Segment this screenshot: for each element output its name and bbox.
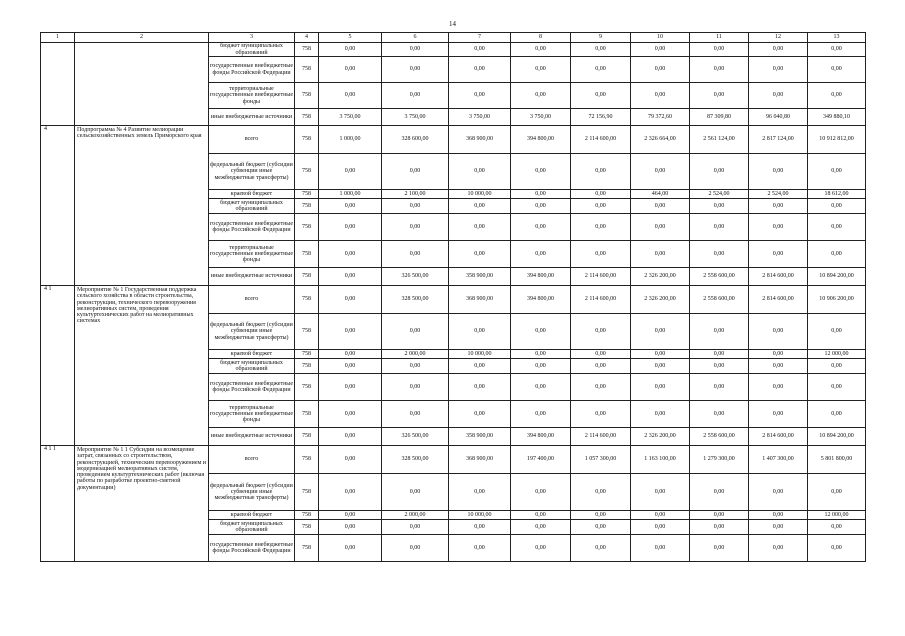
value-cell: 758 xyxy=(295,199,319,214)
value-cell: 0,00 xyxy=(319,43,382,57)
value-cell: 758 xyxy=(295,511,319,520)
funding-source: краевой бюджет xyxy=(209,511,295,520)
value-cell: 758 xyxy=(295,43,319,57)
value-cell: 349 880,10 xyxy=(808,109,866,126)
value-cell: 0,00 xyxy=(690,350,749,359)
value-cell: 0,00 xyxy=(511,350,571,359)
value-cell: 0,00 xyxy=(631,359,690,374)
value-cell: 0,00 xyxy=(631,520,690,535)
value-cell: 758 xyxy=(295,286,319,314)
value-cell: 758 xyxy=(295,359,319,374)
value-cell: 0,00 xyxy=(382,199,449,214)
value-cell: 758 xyxy=(295,57,319,83)
value-cell: 326 500,00 xyxy=(382,428,449,446)
value-cell: 0,00 xyxy=(449,57,511,83)
value-cell: 0,00 xyxy=(319,446,382,474)
funding-source: территориальные государственные внебюджетные фонды xyxy=(209,83,295,109)
value-cell: 0,00 xyxy=(319,154,382,190)
value-cell: 0,00 xyxy=(631,57,690,83)
funding-source: государственные внебюджетные фонды Российской Федерации xyxy=(209,374,295,401)
value-cell: 0,00 xyxy=(511,241,571,268)
value-cell: 328 500,00 xyxy=(382,286,449,314)
value-cell: 10 906 200,00 xyxy=(808,286,866,314)
funding-source: государственные внебюджетные фонды Российской Федерации xyxy=(209,57,295,83)
value-cell: 328 500,00 xyxy=(382,446,449,474)
value-cell: 0,00 xyxy=(319,511,382,520)
value-cell: 12 000,00 xyxy=(808,350,866,359)
program-name xyxy=(75,43,209,126)
value-cell: 0,00 xyxy=(449,314,511,350)
funding-source: государственные внебюджетные фонды Российской Федерации xyxy=(209,535,295,562)
value-cell: 0,00 xyxy=(690,154,749,190)
value-cell: 18 612,00 xyxy=(808,190,866,199)
value-cell: 394 800,00 xyxy=(511,286,571,314)
table-row xyxy=(41,446,866,474)
value-cell: 0,00 xyxy=(511,43,571,57)
value-cell: 3 750,00 xyxy=(319,109,382,126)
value-cell: 2 114 600,00 xyxy=(571,268,631,286)
table-row xyxy=(41,43,866,57)
value-cell: 0,00 xyxy=(319,214,382,241)
value-cell: 394 800,00 xyxy=(511,268,571,286)
column-header: 1 xyxy=(41,33,75,43)
column-header: 11 xyxy=(690,33,749,43)
value-cell: 0,00 xyxy=(631,474,690,511)
value-cell: 758 xyxy=(295,109,319,126)
value-cell: 10 894 200,00 xyxy=(808,268,866,286)
program-name: Мероприятие № 1 1 Субсидии на возмещение затрат, связанных со строительством, реконструкцией, техническим перевооружением и модернизацией мелиоративных систем, проведением культуртехнических работ (включая работы по разработке проектно-сметной документации) xyxy=(75,446,209,562)
value-cell: 758 xyxy=(295,214,319,241)
program-name: Мероприятие № 1 Государственная поддержка сельского хозяйства в области строительства, реконструкции, технического перевооружения мелиоративных систем, проведения культуртехнических работ на мелиоративных системах xyxy=(75,286,209,446)
column-header: 13 xyxy=(808,33,866,43)
value-cell: 0,00 xyxy=(749,57,808,83)
value-cell: 0,00 xyxy=(449,374,511,401)
value-cell: 0,00 xyxy=(511,214,571,241)
value-cell: 10 912 812,00 xyxy=(808,126,866,154)
value-cell: 0,00 xyxy=(808,57,866,83)
value-cell: 0,00 xyxy=(449,241,511,268)
value-cell: 758 xyxy=(295,428,319,446)
value-cell: 10 000,00 xyxy=(449,350,511,359)
value-cell: 0,00 xyxy=(690,83,749,109)
value-cell: 394 800,00 xyxy=(511,428,571,446)
value-cell: 2 100,00 xyxy=(382,190,449,199)
header-row xyxy=(41,33,866,43)
value-cell: 0,00 xyxy=(319,314,382,350)
value-cell: 0,00 xyxy=(808,241,866,268)
value-cell: 0,00 xyxy=(319,474,382,511)
value-cell: 758 xyxy=(295,314,319,350)
column-header: 8 xyxy=(511,33,571,43)
value-cell: 0,00 xyxy=(511,359,571,374)
value-cell: 72 156,90 xyxy=(571,109,631,126)
row-code: 4 1 xyxy=(41,286,75,446)
value-cell: 0,00 xyxy=(631,350,690,359)
value-cell: 0,00 xyxy=(382,241,449,268)
value-cell: 79 372,60 xyxy=(631,109,690,126)
value-cell: 3 750,00 xyxy=(382,109,449,126)
value-cell: 368 900,00 xyxy=(449,286,511,314)
value-cell: 0,00 xyxy=(631,154,690,190)
value-cell: 10 000,00 xyxy=(449,190,511,199)
value-cell: 0,00 xyxy=(571,535,631,562)
value-cell: 394 800,00 xyxy=(511,126,571,154)
column-header: 3 xyxy=(209,33,295,43)
row-code: 4 xyxy=(41,126,75,286)
value-cell: 0,00 xyxy=(749,241,808,268)
value-cell: 0,00 xyxy=(319,350,382,359)
value-cell: 0,00 xyxy=(571,190,631,199)
value-cell: 0,00 xyxy=(808,43,866,57)
value-cell: 0,00 xyxy=(631,535,690,562)
value-cell: 2 326 200,00 xyxy=(631,286,690,314)
value-cell: 0,00 xyxy=(749,83,808,109)
value-cell: 0,00 xyxy=(749,43,808,57)
value-cell: 0,00 xyxy=(571,401,631,428)
value-cell: 0,00 xyxy=(449,535,511,562)
value-cell: 2 558 600,00 xyxy=(690,268,749,286)
value-cell: 2 814 600,00 xyxy=(749,286,808,314)
value-cell: 0,00 xyxy=(749,520,808,535)
value-cell: 0,00 xyxy=(690,199,749,214)
value-cell: 0,00 xyxy=(631,511,690,520)
column-header: 12 xyxy=(749,33,808,43)
value-cell: 3 750,00 xyxy=(449,109,511,126)
funding-source: иные внебюджетные источники xyxy=(209,109,295,126)
value-cell: 0,00 xyxy=(382,43,449,57)
value-cell: 2 558 600,00 xyxy=(690,286,749,314)
value-cell: 0,00 xyxy=(449,199,511,214)
value-cell: 0,00 xyxy=(449,359,511,374)
funding-source: территориальные государственные внебюджетные фонды xyxy=(209,401,295,428)
value-cell: 0,00 xyxy=(511,401,571,428)
value-cell: 0,00 xyxy=(749,154,808,190)
value-cell: 0,00 xyxy=(382,374,449,401)
value-cell: 2 326 664,00 xyxy=(631,126,690,154)
value-cell: 0,00 xyxy=(319,286,382,314)
value-cell: 0,00 xyxy=(571,314,631,350)
value-cell: 2 000,00 xyxy=(382,350,449,359)
value-cell: 0,00 xyxy=(690,401,749,428)
funding-source: территориальные государственные внебюджетные фонды xyxy=(209,241,295,268)
funding-source: всего xyxy=(209,286,295,314)
funding-source: краевой бюджет xyxy=(209,190,295,199)
value-cell: 328 600,00 xyxy=(382,126,449,154)
value-cell: 2 814 600,00 xyxy=(749,428,808,446)
value-cell: 0,00 xyxy=(511,511,571,520)
value-cell: 758 xyxy=(295,401,319,428)
value-cell: 758 xyxy=(295,268,319,286)
value-cell: 0,00 xyxy=(808,401,866,428)
value-cell: 87 309,80 xyxy=(690,109,749,126)
page-number: 14 xyxy=(449,20,456,28)
funding-source: бюджет муниципальных образований xyxy=(209,520,295,535)
value-cell: 0,00 xyxy=(511,83,571,109)
funding-source: иные внебюджетные источники xyxy=(209,428,295,446)
value-cell: 0,00 xyxy=(631,214,690,241)
value-cell: 0,00 xyxy=(319,83,382,109)
value-cell: 758 xyxy=(295,83,319,109)
value-cell: 96 040,80 xyxy=(749,109,808,126)
value-cell: 758 xyxy=(295,241,319,268)
funding-source: иные внебюджетные источники xyxy=(209,268,295,286)
value-cell: 0,00 xyxy=(382,535,449,562)
value-cell: 0,00 xyxy=(571,374,631,401)
value-cell: 0,00 xyxy=(511,57,571,83)
value-cell: 0,00 xyxy=(449,520,511,535)
value-cell: 0,00 xyxy=(631,199,690,214)
value-cell: 0,00 xyxy=(449,154,511,190)
value-cell: 0,00 xyxy=(571,57,631,83)
value-cell: 0,00 xyxy=(808,154,866,190)
funding-source: государственные внебюджетные фонды Российской Федерации xyxy=(209,214,295,241)
value-cell: 0,00 xyxy=(690,520,749,535)
value-cell: 0,00 xyxy=(631,83,690,109)
value-cell: 1 407 300,00 xyxy=(749,446,808,474)
value-cell: 758 xyxy=(295,520,319,535)
value-cell: 0,00 xyxy=(631,374,690,401)
value-cell: 0,00 xyxy=(511,535,571,562)
value-cell: 2 524,00 xyxy=(690,190,749,199)
value-cell: 0,00 xyxy=(690,57,749,83)
value-cell: 0,00 xyxy=(319,520,382,535)
value-cell: 0,00 xyxy=(749,214,808,241)
value-cell: 0,00 xyxy=(382,154,449,190)
value-cell: 3 750,00 xyxy=(511,109,571,126)
value-cell: 2 000,00 xyxy=(382,511,449,520)
value-cell: 2 524,00 xyxy=(749,190,808,199)
value-cell: 0,00 xyxy=(749,511,808,520)
value-cell: 0,00 xyxy=(571,350,631,359)
value-cell: 0,00 xyxy=(808,374,866,401)
value-cell: 0,00 xyxy=(511,520,571,535)
value-cell: 0,00 xyxy=(749,474,808,511)
value-cell: 0,00 xyxy=(571,214,631,241)
value-cell: 758 xyxy=(295,474,319,511)
value-cell: 0,00 xyxy=(808,314,866,350)
value-cell: 0,00 xyxy=(382,83,449,109)
funding-source: федеральный бюджет (субсидии субвенции иные межбюджетные трансферты) xyxy=(209,474,295,511)
value-cell: 0,00 xyxy=(319,199,382,214)
value-cell: 2 114 600,00 xyxy=(571,126,631,154)
value-cell: 1 000,00 xyxy=(319,126,382,154)
value-cell: 0,00 xyxy=(749,401,808,428)
value-cell: 2 561 124,00 xyxy=(690,126,749,154)
value-cell: 0,00 xyxy=(571,520,631,535)
value-cell: 358 900,00 xyxy=(449,428,511,446)
column-header: 4 xyxy=(295,33,319,43)
value-cell: 0,00 xyxy=(690,359,749,374)
value-cell: 0,00 xyxy=(511,374,571,401)
column-header: 7 xyxy=(449,33,511,43)
value-cell: 758 xyxy=(295,190,319,199)
value-cell: 0,00 xyxy=(690,374,749,401)
value-cell: 0,00 xyxy=(749,535,808,562)
funding-source: бюджет муниципальных образований xyxy=(209,43,295,57)
value-cell: 0,00 xyxy=(631,241,690,268)
value-cell: 0,00 xyxy=(808,199,866,214)
funding-source: всего xyxy=(209,446,295,474)
program-name: Подпрограмма № 4 Развитие мелиорации сельскохозяйственных земель Приморского края xyxy=(75,126,209,286)
value-cell: 2 326 200,00 xyxy=(631,268,690,286)
value-cell: 358 900,00 xyxy=(449,268,511,286)
value-cell: 1 163 100,00 xyxy=(631,446,690,474)
value-cell: 2 114 600,00 xyxy=(571,428,631,446)
value-cell: 0,00 xyxy=(319,241,382,268)
value-cell: 0,00 xyxy=(449,83,511,109)
value-cell: 0,00 xyxy=(382,401,449,428)
value-cell: 0,00 xyxy=(511,190,571,199)
value-cell: 0,00 xyxy=(382,57,449,83)
value-cell: 0,00 xyxy=(382,474,449,511)
value-cell: 2 326 200,00 xyxy=(631,428,690,446)
value-cell: 0,00 xyxy=(319,401,382,428)
funding-source: бюджет муниципальных образований xyxy=(209,359,295,374)
value-cell: 1 000,00 xyxy=(319,190,382,199)
value-cell: 758 xyxy=(295,535,319,562)
value-cell: 0,00 xyxy=(449,401,511,428)
value-cell: 5 801 800,00 xyxy=(808,446,866,474)
value-cell: 197 400,00 xyxy=(511,446,571,474)
value-cell: 0,00 xyxy=(319,359,382,374)
value-cell: 0,00 xyxy=(571,199,631,214)
column-header: 9 xyxy=(571,33,631,43)
value-cell: 368 900,00 xyxy=(449,126,511,154)
value-cell: 0,00 xyxy=(808,83,866,109)
value-cell: 0,00 xyxy=(808,520,866,535)
value-cell: 0,00 xyxy=(449,43,511,57)
value-cell: 0,00 xyxy=(749,314,808,350)
value-cell: 0,00 xyxy=(749,359,808,374)
value-cell: 1 057 300,00 xyxy=(571,446,631,474)
value-cell: 0,00 xyxy=(449,214,511,241)
value-cell: 10 894 200,00 xyxy=(808,428,866,446)
value-cell: 0,00 xyxy=(319,57,382,83)
value-cell: 2 814 600,00 xyxy=(749,268,808,286)
value-cell: 0,00 xyxy=(808,474,866,511)
value-cell: 0,00 xyxy=(511,314,571,350)
value-cell: 0,00 xyxy=(808,535,866,562)
value-cell: 0,00 xyxy=(808,214,866,241)
value-cell: 0,00 xyxy=(571,474,631,511)
column-header: 2 xyxy=(75,33,209,43)
column-header: 6 xyxy=(382,33,449,43)
value-cell: 0,00 xyxy=(690,511,749,520)
value-cell: 464,00 xyxy=(631,190,690,199)
row-code xyxy=(41,43,75,126)
value-cell: 2 558 600,00 xyxy=(690,428,749,446)
value-cell: 0,00 xyxy=(631,43,690,57)
value-cell: 758 xyxy=(295,126,319,154)
value-cell: 12 000,00 xyxy=(808,511,866,520)
funding-source: федеральный бюджет (субсидии субвенции иные межбюджетные трансферты) xyxy=(209,154,295,190)
value-cell: 0,00 xyxy=(319,428,382,446)
row-code: 4 1 1 xyxy=(41,446,75,562)
value-cell: 0,00 xyxy=(319,374,382,401)
value-cell: 368 900,00 xyxy=(449,446,511,474)
funding-source: краевой бюджет xyxy=(209,350,295,359)
value-cell: 0,00 xyxy=(382,359,449,374)
value-cell: 0,00 xyxy=(631,401,690,428)
value-cell: 0,00 xyxy=(749,350,808,359)
value-cell: 0,00 xyxy=(690,241,749,268)
column-header: 10 xyxy=(631,33,690,43)
value-cell: 2 817 124,00 xyxy=(749,126,808,154)
value-cell: 0,00 xyxy=(511,154,571,190)
value-cell: 0,00 xyxy=(319,535,382,562)
value-cell: 10 000,00 xyxy=(449,511,511,520)
value-cell: 758 xyxy=(295,374,319,401)
value-cell: 0,00 xyxy=(382,314,449,350)
table-row xyxy=(41,126,866,154)
value-cell: 2 114 600,00 xyxy=(571,286,631,314)
value-cell: 0,00 xyxy=(571,241,631,268)
value-cell: 758 xyxy=(295,154,319,190)
value-cell: 0,00 xyxy=(690,214,749,241)
budget-table xyxy=(40,32,866,562)
value-cell: 0,00 xyxy=(571,43,631,57)
value-cell: 0,00 xyxy=(571,359,631,374)
value-cell: 1 279 300,00 xyxy=(690,446,749,474)
table-row xyxy=(41,286,866,314)
value-cell: 0,00 xyxy=(571,154,631,190)
value-cell: 326 500,00 xyxy=(382,268,449,286)
funding-source: всего xyxy=(209,126,295,154)
value-cell: 0,00 xyxy=(319,268,382,286)
value-cell: 0,00 xyxy=(382,520,449,535)
value-cell: 758 xyxy=(295,350,319,359)
value-cell: 0,00 xyxy=(511,474,571,511)
value-cell: 0,00 xyxy=(511,199,571,214)
value-cell: 0,00 xyxy=(571,511,631,520)
funding-source: бюджет муниципальных образований xyxy=(209,199,295,214)
value-cell: 0,00 xyxy=(690,43,749,57)
value-cell: 0,00 xyxy=(631,314,690,350)
funding-source: федеральный бюджет (субсидии субвенции иные межбюджетные трансферты) xyxy=(209,314,295,350)
value-cell: 0,00 xyxy=(690,314,749,350)
value-cell: 0,00 xyxy=(382,214,449,241)
value-cell: 0,00 xyxy=(690,535,749,562)
column-header: 5 xyxy=(319,33,382,43)
value-cell: 0,00 xyxy=(749,199,808,214)
value-cell: 758 xyxy=(295,446,319,474)
value-cell: 0,00 xyxy=(749,374,808,401)
value-cell: 0,00 xyxy=(449,474,511,511)
value-cell: 0,00 xyxy=(571,83,631,109)
value-cell: 0,00 xyxy=(690,474,749,511)
value-cell: 0,00 xyxy=(808,359,866,374)
